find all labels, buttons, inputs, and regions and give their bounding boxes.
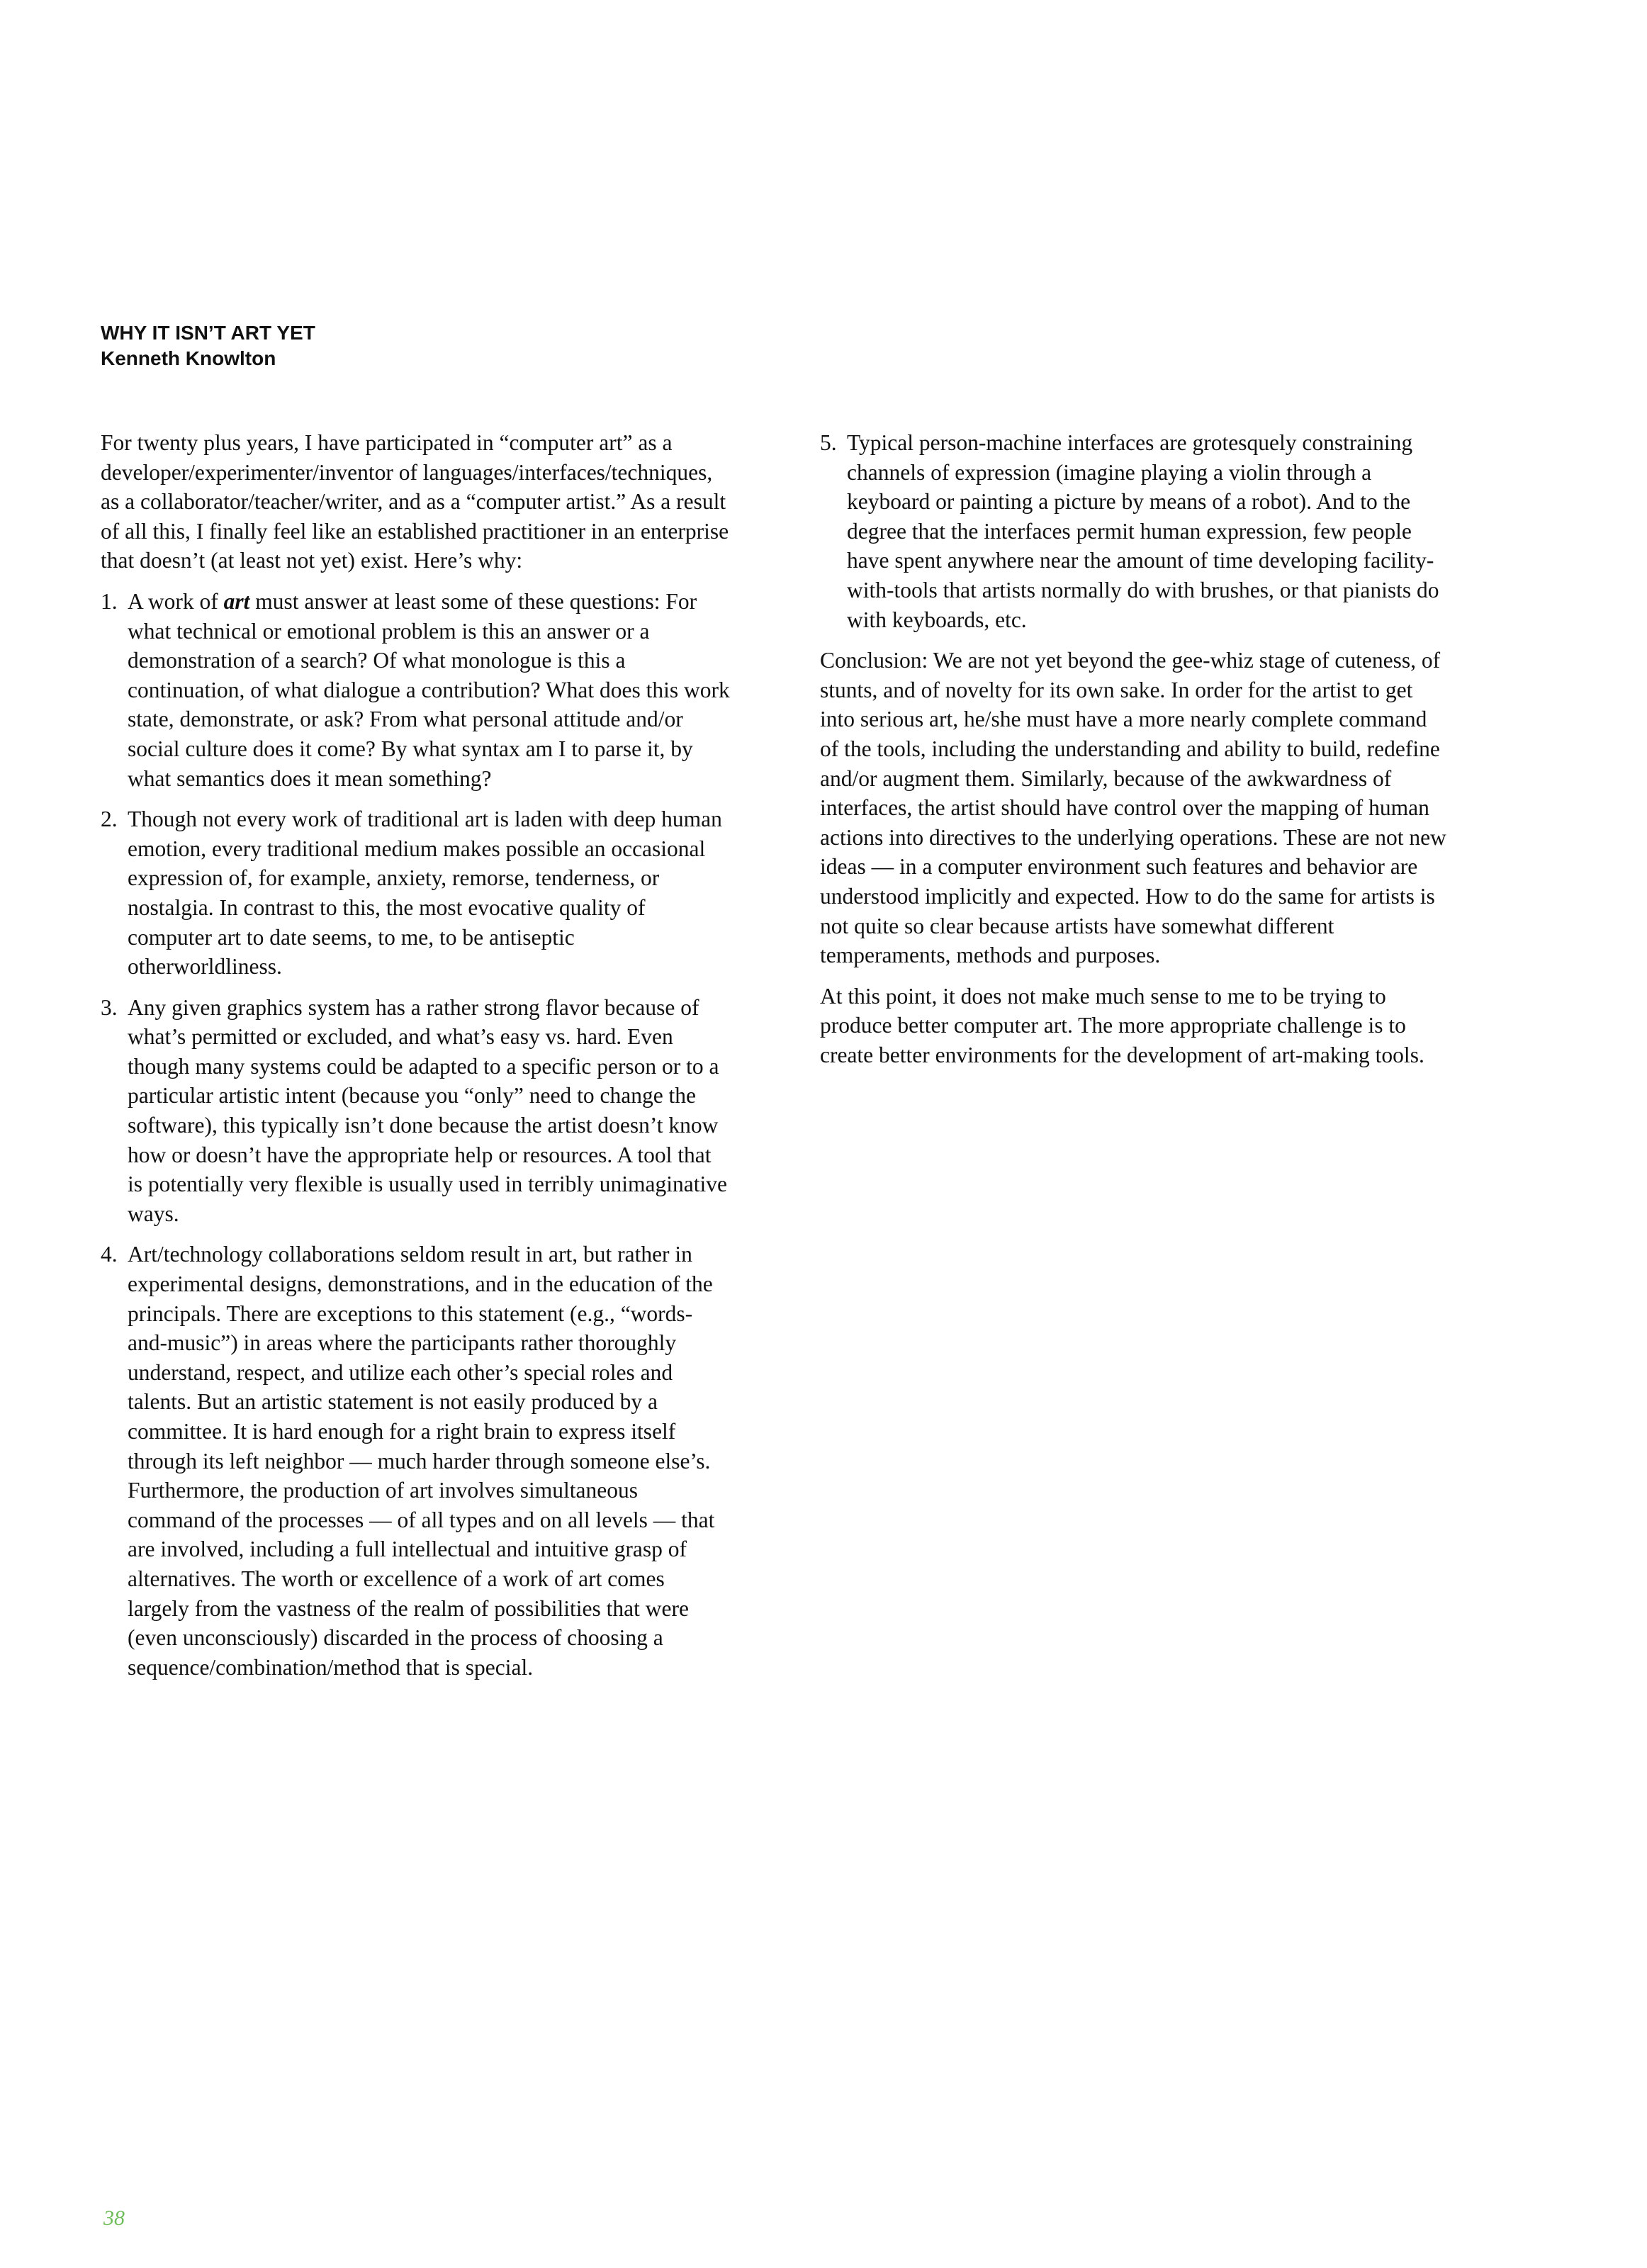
list-item-text: must answer at least some of these questions: For what technical or emotional problem is this an answer or a demonstration of a search? Of what monologue is this a continuation, of what dialogue a contribution? What does this work state, demonstrate, or ask? From what personal attitude and/or social culture does it come? By what syntax am I to parse it, by what semantics does it mean something? bbox=[128, 588, 730, 791]
list-item bbox=[101, 993, 731, 1229]
article-header bbox=[101, 320, 315, 371]
right-column bbox=[820, 428, 1451, 1081]
closing-paragraph: At this point, it does not make much sense to me to be trying to produce better computer art. The more appropriate challenge is to create better environments for the development of art-making tools. bbox=[820, 983, 1424, 1067]
emphasized-word: art bbox=[223, 588, 250, 614]
list-item bbox=[820, 428, 1451, 634]
list-item-text: Art/technology collaborations seldom result in art, but rather in experimental designs, demonstrations, and in the education of the principals. There are exceptions to this statement (e.g., “words-and-music”) in areas where the participants rather thoroughly understand, respect, and utilize each other’s special roles and talents. But an artistic statement is not easily produced by a committee. It is hard enough for a right brain to express itself through its left neighbor — much harder through someone else’s. Furthermore, the production of art involves simultaneous command of the processes — of all types and on all levels — that are involved, including a full intellectual and intuitive grasp of alternatives. The worth or excellence of a work of art comes largely from the vastness of the realm of possibilities that were (even unconsciously) discarded in the process of choosing a sequence/combination/method that is special. bbox=[128, 1242, 715, 1680]
list-item-text: Typical person-machine interfaces are grotesquely constraining channels of expression (imagine playing a violin through a keyboard or painting a picture by means of a robot). And to the degree that the interfaces permit human expression, few people have spent anywhere near the amount of time developing facility-with-tools that artists normally do with brushes, or that pianists do with keyboards, etc. bbox=[847, 430, 1439, 632]
list-item bbox=[101, 587, 731, 793]
list-item bbox=[101, 804, 731, 982]
list-item-number: 2. bbox=[101, 807, 118, 832]
list-item-number: 4. bbox=[101, 1242, 118, 1267]
list-item-number: 5. bbox=[820, 430, 837, 455]
list-item-text: Any given graphics system has a rather strong flavor because of what’s permitted or excluded, and what’s easy vs. hard. Even though many systems could be adapted to a specific person or to a particular artistic intent (because you “only” need to change the software), this typically isn’t done because the artist doesn’t know how or doesn’t have the appropriate help or resources. A tool that is potentially very flexible is usually used in terribly unimaginative ways. bbox=[128, 994, 727, 1226]
numbered-list-continued bbox=[820, 428, 1451, 634]
article-title: WHY IT ISN’T ART YET bbox=[101, 322, 315, 344]
conclusion-paragraph: Conclusion: We are not yet beyond the gee-whiz stage of cuteness, of stunts, and of novelty for its own sake. In order for the artist to get into serious art, he/she must have a more nearly complete command of the tools, including the understanding and ability to build, redefine and/or augment them. Similarly, because of the awkwardness of interfaces, the artist should have control over the mapping of human actions into directives to the underlying operations. These are not new ideas — in a computer environment such features and behavior are understood implicitly and expected. How to do the same for artists is not quite so clear because artists have somewhat different temperaments, methods and purposes. bbox=[820, 648, 1446, 968]
list-item-text-lead: A work of bbox=[128, 588, 224, 614]
page-number: 38 bbox=[103, 2206, 125, 2230]
numbered-list bbox=[101, 587, 731, 1682]
list-item-number: 1. bbox=[101, 588, 118, 614]
list-item-number: 3. bbox=[101, 994, 118, 1020]
list-item bbox=[101, 1240, 731, 1682]
intro-paragraph: For twenty plus years, I have participated in “computer art” as a developer/experimenter/inventor of languages/interfaces/techniques, as a collaborator/teacher/writer, and as a “computer artist.” As a result of all this, I finally feel like an established practitioner in an enterprise that doesn’t (at least not yet) exist. Here’s why: bbox=[101, 430, 729, 573]
article-author: Kenneth Knowlton bbox=[101, 347, 276, 369]
left-column bbox=[101, 428, 731, 1693]
list-item-text: Though not every work of traditional art is laden with deep human emotion, every traditional medium makes possible an occasional expression of, for example, anxiety, remorse, tenderness, or nostalgia. In contrast to this, the most evocative quality of computer art to date seems, to me, to be antiseptic otherworldliness. bbox=[128, 807, 722, 979]
